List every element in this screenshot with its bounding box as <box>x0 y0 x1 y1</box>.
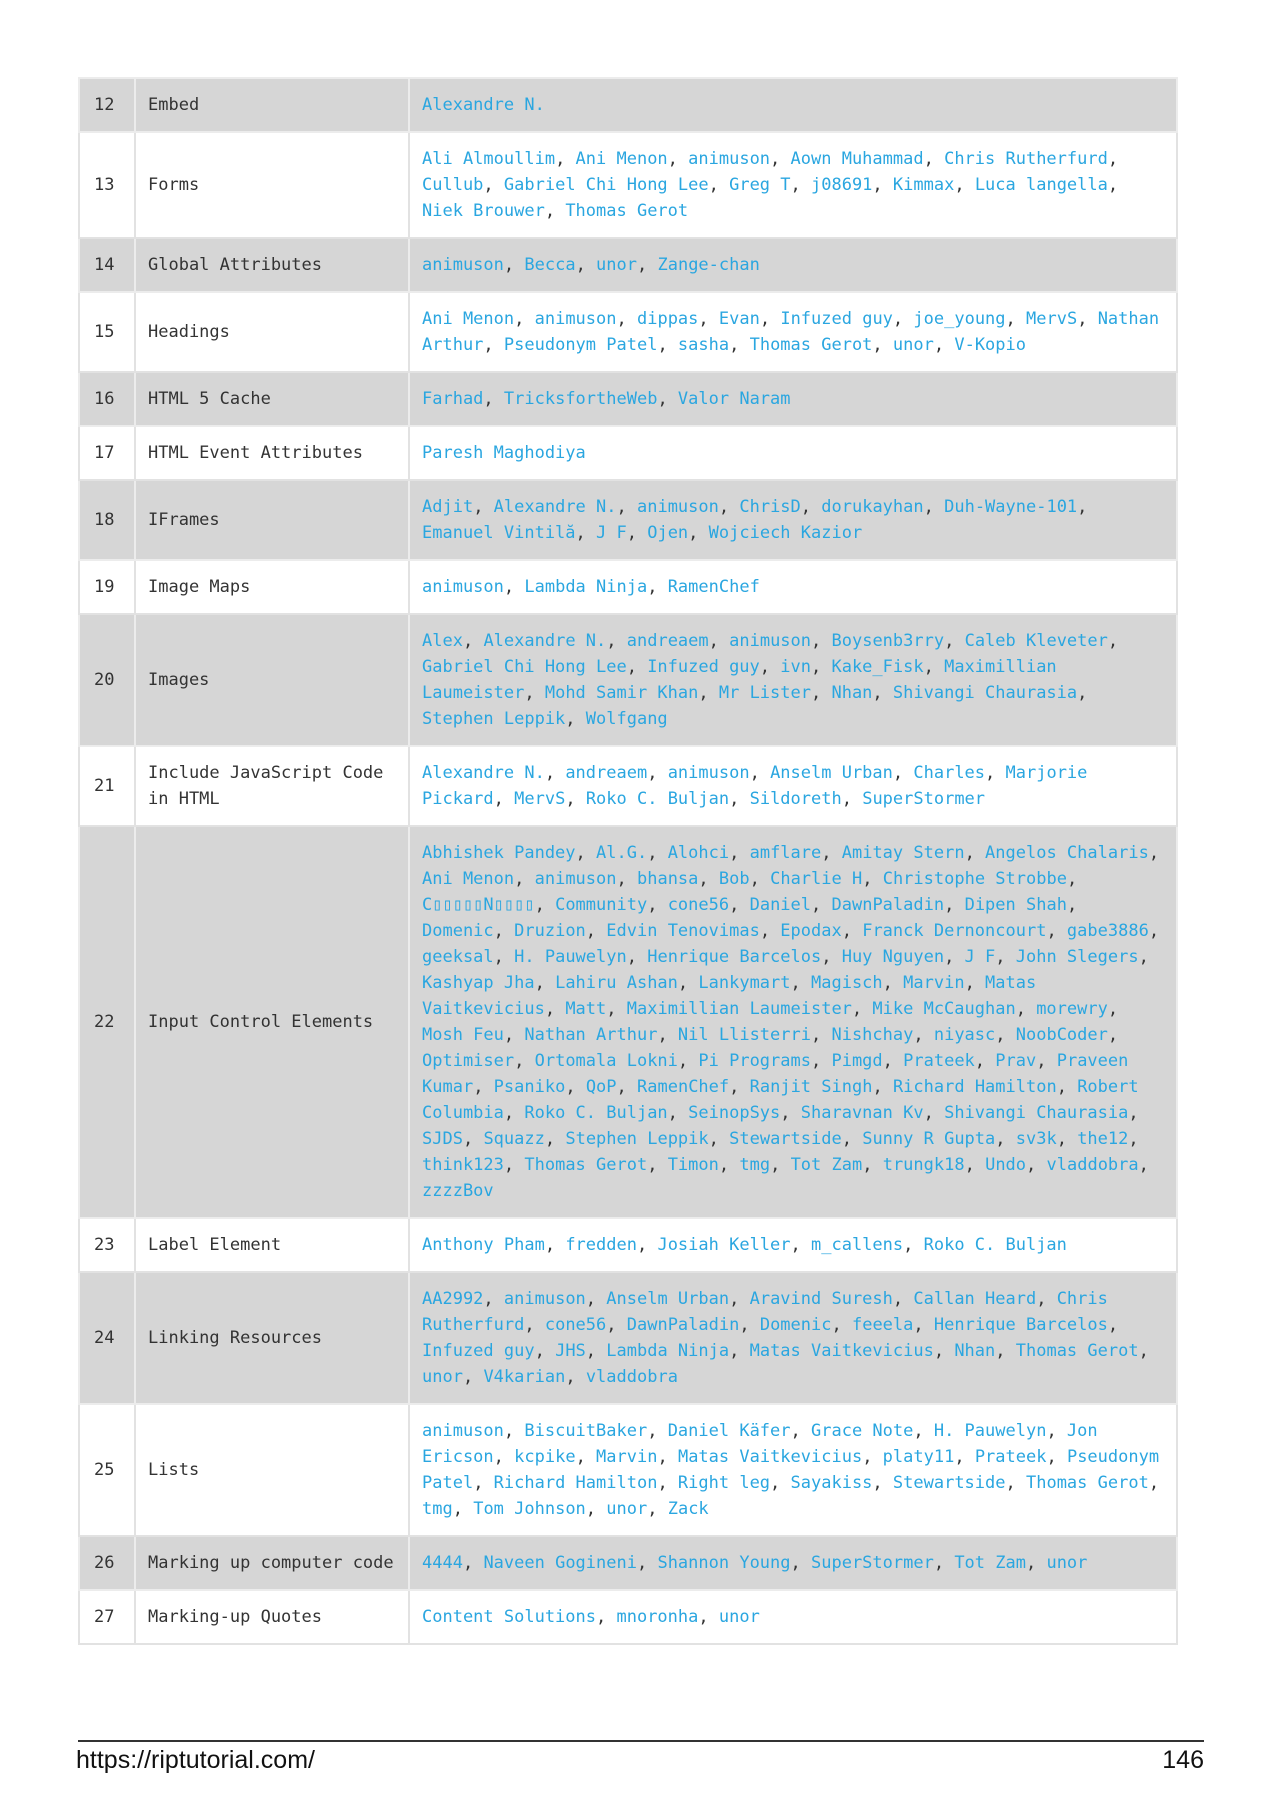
contributor-link[interactable]: Angelos Chalaris <box>985 843 1149 863</box>
contributor-link[interactable]: Charles <box>913 763 986 783</box>
contributor-link[interactable]: Ani Menon <box>422 869 515 889</box>
contributor-link[interactable]: Tot Zam <box>790 1155 863 1175</box>
contributor-link[interactable]: Maximillian Laumeister <box>422 657 1057 703</box>
contributor-link[interactable]: Anselm Urban <box>606 1289 730 1309</box>
contributor-link[interactable]: Pseudonym Patel <box>503 335 658 355</box>
contributor-link[interactable]: Sildoreth <box>749 789 842 809</box>
contributor-link[interactable]: C▯▯▯▯▯N▯▯▯▯ <box>422 895 535 915</box>
contributor-link[interactable]: Matas Vaitkevicius <box>749 1341 934 1361</box>
contributor-link[interactable]: QoP <box>585 1077 617 1097</box>
contributor-link[interactable]: niyasc <box>933 1025 996 1045</box>
contributor-link[interactable]: ivn <box>780 657 811 677</box>
contributors-cell: 4444, Naveen Gogineni, Shannon Young, SuperStormer, Tot Zam, unor <box>409 1536 1177 1590</box>
table-row <box>79 614 1177 746</box>
topic-name: Global Attributes <box>135 238 409 292</box>
contributor-link[interactable]: Henrique Barcelos <box>933 1315 1108 1335</box>
contributor-link[interactable]: Adjit <box>422 497 474 517</box>
contributor-link[interactable]: Becca <box>524 255 576 275</box>
contributor-link[interactable]: Cullub <box>422 175 484 195</box>
contributor-link[interactable]: Nhan <box>831 683 873 703</box>
contributor-link[interactable]: RamenChef <box>637 1077 730 1097</box>
table-row <box>79 746 1177 826</box>
topic-name: Images <box>135 614 409 746</box>
contributor-link[interactable]: Aravind Suresh <box>749 1289 893 1309</box>
contributor-link[interactable]: Timon <box>667 1155 719 1175</box>
contributor-link[interactable]: Praveen Kumar <box>422 1051 1129 1097</box>
contributor-link[interactable]: Niek Brouwer <box>422 201 545 221</box>
contributor-link[interactable]: Shivangi Chaurasia <box>892 683 1078 703</box>
contributor-link[interactable]: Chris Rutherfurd <box>944 149 1108 169</box>
contributors-table-body <box>79 78 1177 1644</box>
row-number: 17 <box>79 426 135 480</box>
contributors-cell: Content Solutions, mnoronha, unor <box>409 1590 1177 1644</box>
contributor-link[interactable]: Alexandre N. <box>483 631 607 651</box>
contributor-link[interactable]: Tot Zam <box>954 1553 1026 1573</box>
contributor-link[interactable]: Charlie H <box>770 869 863 889</box>
contributor-link[interactable]: Franck Dernoncourt <box>862 921 1047 941</box>
contributor-link[interactable]: Duh-Wayne-101 <box>944 497 1078 517</box>
row-number: 13 <box>79 132 135 238</box>
contributor-link[interactable]: Prav <box>995 1051 1037 1071</box>
contributor-link[interactable]: Roko C. Buljan <box>923 1235 1067 1255</box>
contributor-link[interactable]: Matas Vaitkevicius <box>422 973 1037 1019</box>
row-number: 12 <box>79 78 135 132</box>
contributor-link[interactable]: animuson <box>422 577 504 597</box>
contributor-link[interactable]: Zange-chan <box>657 255 760 275</box>
contributor-link[interactable]: platy11 <box>882 1447 955 1467</box>
contributor-link[interactable]: tmg <box>422 1499 453 1519</box>
row-number: 14 <box>79 238 135 292</box>
contributor-link[interactable]: Stewartside <box>729 1129 842 1149</box>
contributor-link[interactable]: Infuzed guy <box>422 1341 535 1361</box>
contributor-link[interactable]: Squazz <box>483 1129 545 1149</box>
contributor-link[interactable]: unor <box>606 1499 648 1519</box>
contributor-link[interactable]: Huy Nguyen <box>841 947 945 967</box>
contributor-link[interactable]: Lankymart <box>698 973 791 993</box>
contributor-link[interactable]: Thomas Gerot <box>1025 1473 1149 1493</box>
row-number: 23 <box>79 1218 135 1272</box>
contributor-link[interactable]: Stewartside <box>892 1473 1006 1493</box>
contributors-cell: animuson, BiscuitBaker, Daniel Käfer, Grace Note, H. Pauwelyn, Jon Ericson, kcpike, Marvin, Matas Vaitkevicius, platy11, Prateek, Pseudonym Patel, Richard Hamilton, Right leg, Sayakiss, Stewartside, Thomas Gerot, tmg, Tom Johnson, unor, Zack <box>409 1404 1177 1536</box>
contributor-link[interactable]: Henrique Barcelos <box>647 947 822 967</box>
contributor-link[interactable]: SeinopSys <box>688 1103 781 1123</box>
topic-name: Marking up computer code <box>135 1536 409 1590</box>
contributor-link[interactable]: Kimmax <box>892 175 955 195</box>
contributor-link[interactable]: Robert Columbia <box>422 1077 1139 1123</box>
contributor-link[interactable]: Domenic <box>422 921 494 941</box>
contributor-link[interactable]: Matas Vaitkevicius <box>677 1447 863 1467</box>
contributor-link[interactable]: Undo <box>985 1155 1027 1175</box>
contributor-link[interactable]: vladdobra <box>585 1367 678 1387</box>
contributors-cell: Farhad, TricksfortheWeb, Valor Naram <box>409 372 1177 426</box>
contributor-link[interactable]: Luca langella <box>974 175 1108 195</box>
contributor-link[interactable]: Gabriel Chi Hong Lee <box>503 175 709 195</box>
contributor-link[interactable]: fredden <box>565 1235 637 1255</box>
contributor-link[interactable]: Paresh Maghodiya <box>422 443 586 463</box>
contributor-link[interactable]: Daniel <box>749 895 812 915</box>
contributor-link[interactable]: AA2992 <box>422 1289 484 1309</box>
contributor-link[interactable]: Daniel Käfer <box>667 1421 791 1441</box>
contributor-link[interactable]: Callan Heard <box>913 1289 1037 1309</box>
contributor-link[interactable]: Optimiser <box>422 1051 515 1071</box>
contributor-link[interactable]: Lahiru Ashan <box>555 973 678 993</box>
contributor-link[interactable]: Nishchay <box>831 1025 914 1045</box>
footer-divider <box>78 1740 1204 1742</box>
contributor-link[interactable]: John Slegers <box>1015 947 1139 967</box>
contributor-link[interactable]: Kashyap Jha <box>422 973 535 993</box>
contributor-link[interactable]: Nathan Arthur <box>524 1025 658 1045</box>
contributor-link[interactable]: SJDS <box>422 1129 463 1149</box>
contributor-link[interactable]: Chris Rutherfurd <box>422 1289 1108 1335</box>
contributor-link[interactable]: Prateek <box>974 1447 1047 1467</box>
row-number: 19 <box>79 560 135 614</box>
contributor-link[interactable]: SuperStormer <box>811 1553 934 1573</box>
contributor-link[interactable]: andreaem <box>626 631 709 651</box>
contributor-link[interactable]: Ani Menon <box>422 309 515 329</box>
contributor-link[interactable]: DawnPaladin <box>831 895 945 915</box>
contributor-link[interactable]: Thomas Gerot <box>524 1155 648 1175</box>
contributor-link[interactable]: Abhishek Pandey <box>422 843 576 863</box>
contributor-link[interactable]: Mohd Samir Khan <box>544 683 699 703</box>
contributor-link[interactable]: Marjorie Pickard <box>422 763 1088 809</box>
contributor-link[interactable]: Anthony Pham <box>422 1235 545 1255</box>
table-row <box>79 1590 1177 1644</box>
contributor-link[interactable]: animuson <box>422 255 504 275</box>
row-number: 20 <box>79 614 135 746</box>
topic-name: Label Element <box>135 1218 409 1272</box>
contributor-link[interactable]: Mosh Feu <box>422 1025 504 1045</box>
topic-name: HTML Event Attributes <box>135 426 409 480</box>
contributor-link[interactable]: unor <box>718 1607 760 1627</box>
contributor-link[interactable]: Edvin Tenovimas <box>606 921 760 941</box>
table-row <box>79 480 1177 560</box>
contributors-cell: Ali Almoullim, Ani Menon, animuson, Aown Muhammad, Chris Rutherfurd, Cullub, Gabriel Chi Hong Lee, Greg T, j08691, Kimmax, Luca langella, Niek Brouwer, Thomas Gerot <box>409 132 1177 238</box>
contributor-link[interactable]: Nhan <box>954 1341 996 1361</box>
contributor-link[interactable]: Gabriel Chi Hong Lee <box>422 657 627 677</box>
contributor-link[interactable]: vladdobra <box>1046 1155 1139 1175</box>
topic-name: Embed <box>135 78 409 132</box>
table-row <box>79 426 1177 480</box>
footer-url-link[interactable]: https://riptutorial.com/ <box>76 1746 315 1774</box>
contributor-link[interactable]: Josiah Keller <box>657 1235 791 1255</box>
contributor-link[interactable]: Thomas Gerot <box>565 201 689 221</box>
contributor-link[interactable]: Thomas Gerot <box>749 335 873 355</box>
contributor-link[interactable]: Alexandre N. <box>422 95 545 115</box>
contributor-link[interactable]: j08691 <box>811 175 873 195</box>
contributor-link[interactable]: mnoronha <box>616 1607 699 1627</box>
contributor-link[interactable]: Epodax <box>780 921 842 941</box>
contributor-link[interactable]: V4karian <box>483 1367 566 1387</box>
contributors-cell: animuson, Becca, unor, Zange-chan <box>409 238 1177 292</box>
contributor-link[interactable]: Stephen Leppik <box>422 709 566 729</box>
contributors-cell: Abhishek Pandey, Al.G., Alohci, amflare, Amitay Stern, Angelos Chalaris, Ani Menon, animuson, bhansa, Bob, Charlie H, Christophe Strobbe, C▯▯▯▯▯N▯▯▯▯, Community, cone56, Daniel, DawnPaladin, Dipen Shah, Domenic, Druzion, Edvin Tenovimas, Epodax, Franck Dernoncourt, gabe3886, geeksal, H. Pauwelyn, Henrique Barcelos, Huy Nguyen, J F, John Slegers, Kashyap Jha, Lahiru Ashan, Lankymart, Magisch, Marvin, Matas Vaitkevicius, Matt, Maximillian Laumeister, Mike McCaughan, morewry, Mosh Feu, Nathan Arthur, Nil Llisterri, Nishchay, niyasc, NoobCoder, Optimiser, Ortomala Lokni, Pi Programs, Pimgd, Prateek, Prav, Praveen Kumar, Psaniko, QoP, RamenChef, Ranjit Singh, Richard Hamilton, Robert Columbia, Roko C. Buljan, SeinopSys, Sharavnan Kv, Shivangi Chaurasia, SJDS, Squazz, Stephen Leppik, Stewartside, Sunny R Gupta, sv3k, the12, think123, Thomas Gerot, Timon, tmg, Tot Zam, trungk18, Undo, vladdobra, zzzzBov <box>409 826 1177 1218</box>
contributor-link[interactable]: Nathan Arthur <box>422 309 1160 355</box>
contributor-link[interactable]: ChrisD <box>739 497 801 517</box>
contributor-link[interactable]: unor <box>422 1367 463 1387</box>
contributor-link[interactable]: dorukayhan <box>821 497 924 517</box>
topic-name: HTML 5 Cache <box>135 372 409 426</box>
contributor-link[interactable]: Anselm Urban <box>770 763 893 783</box>
contributor-link[interactable]: amflare <box>749 843 822 863</box>
contributor-link[interactable]: think123 <box>422 1155 504 1175</box>
contributor-link[interactable]: Ali Almoullim <box>422 149 556 169</box>
contributor-link[interactable]: Marvin <box>596 1447 658 1467</box>
contributor-link[interactable]: zzzzBov <box>422 1181 494 1201</box>
topic-name: Forms <box>135 132 409 238</box>
contributor-link[interactable]: Marvin <box>903 973 965 993</box>
row-number: 22 <box>79 826 135 1218</box>
table-row <box>79 78 1177 132</box>
contributor-link[interactable]: NoobCoder <box>1015 1025 1108 1045</box>
contributor-link[interactable]: Dipen Shah <box>964 895 1067 915</box>
contributor-link[interactable]: Wolfgang <box>585 709 668 729</box>
contributor-link[interactable]: Boysenb3rry <box>831 631 945 651</box>
table-row <box>79 372 1177 426</box>
contributor-link[interactable]: Thomas Gerot <box>1015 1341 1139 1361</box>
topic-name: Linking Resources <box>135 1272 409 1404</box>
contributors-cell <box>409 426 1177 480</box>
contributor-link[interactable]: Zack <box>667 1499 709 1519</box>
topic-name: Marking-up Quotes <box>135 1590 409 1644</box>
contributor-link[interactable]: trungk18 <box>882 1155 965 1175</box>
contributor-link[interactable]: JHS <box>555 1341 586 1361</box>
contributor-link[interactable]: animuson <box>688 149 771 169</box>
contributor-link[interactable]: dippas <box>636 309 699 329</box>
contributor-link[interactable]: animuson <box>636 497 719 517</box>
contributor-link[interactable]: Sayakiss <box>790 1473 873 1493</box>
table-row <box>79 132 1177 238</box>
contributor-link[interactable]: animuson <box>667 763 750 783</box>
topic-name: Lists <box>135 1404 409 1536</box>
contributor-link[interactable]: Mike McCaughan <box>872 999 1016 1019</box>
contributor-link[interactable]: unor <box>596 255 637 275</box>
contributor-link[interactable]: Matt <box>565 999 607 1019</box>
table-row <box>79 1536 1177 1590</box>
contributors-cell <box>409 78 1177 132</box>
row-number: 16 <box>79 372 135 426</box>
contributor-link[interactable]: cone56 <box>667 895 730 915</box>
contributor-link[interactable]: Richard Hamilton <box>493 1473 658 1493</box>
contributor-link[interactable]: Naveen Gogineni <box>483 1553 637 1573</box>
contributor-link[interactable]: Lambda Ninja <box>606 1341 730 1361</box>
contributor-link[interactable]: animuson <box>422 1421 504 1441</box>
contributor-link[interactable]: Ani Menon <box>575 149 668 169</box>
contributor-link[interactable]: bhansa <box>636 869 699 889</box>
contributor-link[interactable]: H. Pauwelyn <box>933 1421 1047 1441</box>
contributor-link[interactable]: Right leg <box>677 1473 771 1493</box>
topic-name: IFrames <box>135 480 409 560</box>
contributor-link[interactable]: unor <box>1046 1553 1088 1573</box>
contributor-link[interactable]: Pseudonym Patel <box>422 1447 1160 1493</box>
contributor-link[interactable]: Infuzed guy <box>780 309 893 329</box>
contributor-link[interactable]: gabe3886 <box>1066 921 1149 941</box>
contributor-link[interactable]: animuson <box>534 309 617 329</box>
contributor-link[interactable]: cone56 <box>544 1315 607 1335</box>
row-number: 27 <box>79 1590 135 1644</box>
topic-name: Input Control Elements <box>135 826 409 1218</box>
contributor-link[interactable]: Roko C. Buljan <box>524 1103 668 1123</box>
row-number: 26 <box>79 1536 135 1590</box>
contributor-link[interactable]: Roko C. Buljan <box>585 789 730 809</box>
contributor-link[interactable]: andreaem <box>565 763 648 783</box>
contributor-link[interactable]: DawnPaladin <box>626 1315 740 1335</box>
contributor-link[interactable]: geeksal <box>422 947 494 967</box>
table-row <box>79 238 1177 292</box>
contributors-cell: Alexandre N., andreaem, animuson, Anselm Urban, Charles, Marjorie Pickard, MervS, Roko C. Buljan, Sildoreth, SuperStormer <box>409 746 1177 826</box>
contributors-cell: Adjit, Alexandre N., animuson, ChrisD, dorukayhan, Duh-Wayne-101, Emanuel Vintilă, J F, Ojen, Wojciech Kazior <box>409 480 1177 560</box>
contributor-link[interactable]: SuperStormer <box>862 789 986 809</box>
contributor-link[interactable]: joe_young <box>913 309 1006 329</box>
contributor-link[interactable]: feeela <box>851 1315 914 1335</box>
contributor-link[interactable]: Farhad <box>422 389 484 409</box>
contributors-cell: animuson, Lambda Ninja, RamenChef <box>409 560 1177 614</box>
contributor-link[interactable]: Wojciech Kazior <box>708 523 863 543</box>
contributor-link[interactable]: Prateek <box>903 1051 975 1071</box>
contributor-link[interactable]: Community <box>555 895 648 915</box>
contributor-link[interactable]: Ranjit Singh <box>749 1077 873 1097</box>
contributor-link[interactable]: Valor Naram <box>677 389 791 409</box>
contributor-link[interactable]: RamenChef <box>667 577 760 597</box>
contributor-link[interactable]: tmg <box>739 1155 771 1175</box>
contributor-link[interactable]: Domenic <box>759 1315 832 1335</box>
contributor-link[interactable]: unor <box>892 335 934 355</box>
contributors-table <box>78 77 1178 1645</box>
contributor-link[interactable]: Kake_Fisk <box>831 657 924 677</box>
topic-name: Include JavaScript Code in HTML <box>135 746 409 826</box>
contributor-link[interactable]: Lambda Ninja <box>524 577 648 597</box>
contributor-link[interactable]: Ojen <box>647 523 689 543</box>
contributor-link[interactable]: m_callens <box>811 1235 904 1255</box>
contributor-link[interactable]: Jon Ericson <box>422 1421 1098 1467</box>
contributor-link[interactable]: BiscuitBaker <box>524 1421 648 1441</box>
contributor-link[interactable]: Shannon Young <box>657 1553 791 1573</box>
contributor-link[interactable]: Ortomala Lokni <box>534 1051 678 1071</box>
contributor-link[interactable]: J F <box>596 523 627 543</box>
contributor-link[interactable]: H. Pauwelyn <box>514 947 627 967</box>
contributor-link[interactable]: Stephen Leppik <box>565 1129 709 1149</box>
contributor-link[interactable]: Tom Johnson <box>473 1499 586 1519</box>
contributor-link[interactable]: Mr Lister <box>718 683 811 703</box>
table-row <box>79 1404 1177 1536</box>
contributor-link[interactable]: Christophe Strobbe <box>882 869 1067 889</box>
contributor-link[interactable]: Alex <box>422 631 463 651</box>
contributor-link[interactable]: Richard Hamilton <box>892 1077 1057 1097</box>
contributor-link[interactable]: Infuzed guy <box>647 657 760 677</box>
contributor-link[interactable]: Emanuel Vintilă <box>422 523 576 543</box>
contributor-link[interactable]: animuson <box>534 869 617 889</box>
contributor-link[interactable]: Pi Programs <box>698 1051 811 1071</box>
row-number: 21 <box>79 746 135 826</box>
contributor-link[interactable]: Caleb Kleveter <box>964 631 1108 651</box>
contributor-link[interactable]: sasha <box>677 335 730 355</box>
contributor-link[interactable]: animuson <box>729 631 812 651</box>
contributor-link[interactable]: Shivangi Chaurasia <box>944 1103 1129 1123</box>
contributor-link[interactable]: Magisch <box>811 973 883 993</box>
contributor-link[interactable]: Druzion <box>514 921 586 941</box>
contributor-link[interactable]: MervS <box>1026 309 1078 329</box>
contributor-link[interactable]: morewry <box>1036 999 1108 1019</box>
contributor-link[interactable]: sv3k <box>1015 1129 1057 1149</box>
contributor-link[interactable]: Sharavnan Kv <box>800 1103 924 1123</box>
contributor-link[interactable]: Bob <box>718 869 750 889</box>
topic-name: Headings <box>135 292 409 372</box>
contributors-cell: Alex, Alexandre N., andreaem, animuson, Boysenb3rry, Caleb Kleveter, Gabriel Chi Hong Lee, Infuzed guy, ivn, Kake_Fisk, Maximillian Laumeister, Mohd Samir Khan, Mr Lister, Nhan, Shivangi Chaurasia, Stephen Leppik, Wolfgang <box>409 614 1177 746</box>
contributor-link[interactable]: V-Kopio <box>954 335 1026 355</box>
contributor-link[interactable]: Pimgd <box>831 1051 883 1071</box>
contributor-link[interactable]: the12 <box>1077 1129 1129 1149</box>
row-number: 15 <box>79 292 135 372</box>
contributors-cell: Anthony Pham, fredden, Josiah Keller, m_callens, Roko C. Buljan <box>409 1218 1177 1272</box>
contributor-link[interactable]: Greg T <box>729 175 791 195</box>
contributor-link[interactable]: kcpike <box>514 1447 576 1467</box>
contributors-cell: AA2992, animuson, Anselm Urban, Aravind Suresh, Callan Heard, Chris Rutherfurd, cone56, DawnPaladin, Domenic, feeela, Henrique Barcelos, Infuzed guy, JHS, Lambda Ninja, Matas Vaitkevicius, Nhan, Thomas Gerot, unor, V4karian, vladdobra <box>409 1272 1177 1404</box>
row-number: 25 <box>79 1404 135 1536</box>
contributor-link[interactable]: Maximillian Laumeister <box>626 999 852 1019</box>
table-row <box>79 292 1177 372</box>
row-number: 24 <box>79 1272 135 1404</box>
contributor-link[interactable]: Evan <box>718 309 760 329</box>
table-row <box>79 560 1177 614</box>
contributor-link[interactable]: Alexandre N. <box>493 497 617 517</box>
table-row <box>79 1218 1177 1272</box>
contributor-link[interactable]: Nil Llisterri <box>677 1025 811 1045</box>
table-row <box>79 1272 1177 1404</box>
contributor-link[interactable]: Aown Muhammad <box>790 149 924 169</box>
contributor-link[interactable]: Sunny R Gupta <box>862 1129 996 1149</box>
contributor-link[interactable]: Alohci <box>667 843 730 863</box>
contributor-link[interactable]: J F <box>964 947 996 967</box>
contributor-link[interactable]: TricksfortheWeb <box>503 389 658 409</box>
contributor-link[interactable]: Content Solutions <box>422 1607 596 1627</box>
contributor-link[interactable]: MervS <box>514 789 566 809</box>
contributor-link[interactable]: Amitay Stern <box>841 843 965 863</box>
contributor-link[interactable]: Grace Note <box>811 1421 914 1441</box>
page-number: 146 <box>1162 1746 1204 1774</box>
topic-name: Image Maps <box>135 560 409 614</box>
contributor-link[interactable]: animuson <box>503 1289 586 1309</box>
row-number: 18 <box>79 480 135 560</box>
contributor-link[interactable]: Alexandre N. <box>422 763 545 783</box>
contributor-link[interactable]: Al.G. <box>596 843 648 863</box>
contributors-cell: Ani Menon, animuson, dippas, Evan, Infuzed guy, joe_young, MervS, Nathan Arthur, Pseudonym Patel, sasha, Thomas Gerot, unor, V-Kopio <box>409 292 1177 372</box>
table-row <box>79 826 1177 1218</box>
contributor-link[interactable]: Psaniko <box>493 1077 566 1097</box>
contributor-link[interactable]: 4444 <box>422 1553 463 1573</box>
